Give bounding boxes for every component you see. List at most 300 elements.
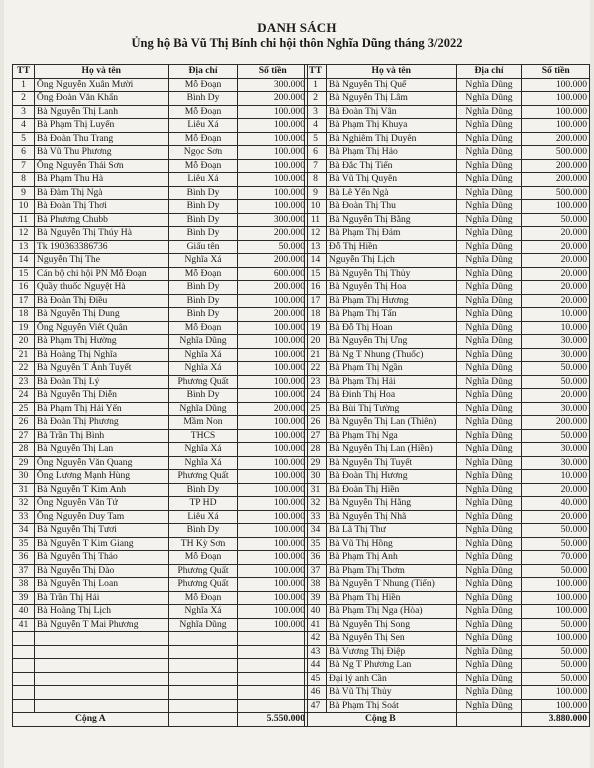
row-number: 36: [305, 551, 327, 565]
donor-address: Mỗ Đoạn: [168, 551, 238, 565]
table-row: [13, 78, 308, 92]
table-row: [13, 92, 308, 106]
donation-amount: 100.000: [522, 632, 590, 646]
donation-amount: 30.000: [522, 335, 590, 349]
donation-amount: 100.000: [238, 470, 308, 484]
donor-address: Nghĩa Dũng: [456, 591, 522, 605]
row-number: 26: [305, 416, 327, 430]
donation-amount: 50.000: [522, 564, 590, 578]
donation-amount: 50.000: [522, 524, 590, 538]
donor-address: Nghĩa Dũng: [456, 186, 522, 200]
donor-name: Bà Đoàn Thị Vân: [326, 105, 456, 119]
donation-amount: [238, 659, 308, 673]
row-number: [13, 672, 35, 686]
donation-amount: 10.000: [522, 470, 590, 484]
row-number: 17: [305, 294, 327, 308]
donor-address: Phương Quất: [168, 564, 238, 578]
donor-address: Nghĩa Dũng: [168, 335, 238, 349]
donation-amount: 20.000: [522, 483, 590, 497]
table-row: [13, 146, 308, 160]
donor-address: Bình Dy: [168, 200, 238, 214]
row-number: 20: [13, 335, 35, 349]
donation-amount: 10.000: [522, 321, 590, 335]
donation-amount: 100.000: [238, 578, 308, 592]
donation-amount: 30.000: [522, 348, 590, 362]
table-row: [305, 591, 590, 605]
donor-name: Bà Nguyễn Thị Song: [326, 618, 456, 632]
row-number: 28: [13, 443, 35, 457]
table-row: [13, 159, 308, 173]
row-number: 42: [305, 632, 327, 646]
table-row: [305, 456, 590, 470]
donor-name: Bà Nguyễn Thị Hoa: [326, 281, 456, 295]
row-number: 16: [13, 281, 35, 295]
donation-amount: 30.000: [522, 402, 590, 416]
table-row: [305, 267, 590, 281]
donor-address: Mỗ Đoạn: [168, 321, 238, 335]
donation-amount: 100.000: [522, 92, 590, 106]
donor-address: Nghĩa Dũng: [456, 119, 522, 133]
table-row: [13, 362, 308, 376]
donor-name: Ông Nguyễn Văn Tứ: [34, 497, 168, 511]
row-number: [13, 686, 35, 700]
donor-name: Bà Nguyễn Thị Quế: [326, 78, 456, 92]
table-row: [305, 632, 590, 646]
donor-address: [168, 659, 238, 673]
donor-name: Bà Lã Thị Thư: [326, 524, 456, 538]
table-header-row: [13, 65, 308, 79]
table-row: [13, 375, 308, 389]
table-row: [305, 308, 590, 322]
donor-name: Bà Phạm Thị Hiền: [326, 591, 456, 605]
table-row: [13, 186, 308, 200]
table-row: [305, 173, 590, 187]
donor-address: Nghĩa Dũng: [456, 456, 522, 470]
donor-name: Nguyễn Thị The: [34, 254, 168, 268]
row-number: 6: [305, 146, 327, 160]
row-number: [13, 632, 35, 646]
row-number: [13, 659, 35, 673]
row-number: 4: [305, 119, 327, 133]
donor-name: Ông Đoàn Văn Khẩn: [34, 92, 168, 106]
donor-address: Nghĩa Xá: [168, 254, 238, 268]
donor-name: Bà Nguyễn T Nhung (Tiến): [326, 578, 456, 592]
table-row: [13, 227, 308, 241]
row-number: 34: [13, 524, 35, 538]
donation-amount: 100.000: [238, 537, 308, 551]
donor-address: Nghĩa Dũng: [456, 483, 522, 497]
table-row: [13, 578, 308, 592]
donation-amount: 100.000: [238, 146, 308, 160]
donor-name: Bà Đoàn Thị Hiền: [326, 483, 456, 497]
donor-name: Bà Phạm Thị Thơm: [326, 564, 456, 578]
donation-amount: 100.000: [238, 564, 308, 578]
table-row: [305, 105, 590, 119]
row-number: 27: [13, 429, 35, 443]
col-header-amount: Số tiền: [238, 65, 308, 79]
donor-name: Bà Nguyễn Thị Dung: [34, 308, 168, 322]
table-row: [305, 483, 590, 497]
donor-address: Phương Quất: [168, 470, 238, 484]
row-number: 7: [305, 159, 327, 173]
row-number: 15: [13, 267, 35, 281]
donor-name: Bà Nguyễn Thị Thúy Hà: [34, 227, 168, 241]
table-row: [305, 240, 590, 254]
table-row: [13, 416, 308, 430]
table-row: [13, 564, 308, 578]
donation-amount: 100.000: [238, 159, 308, 173]
donor-name: Bà Nguyễn Thị Bằng: [326, 213, 456, 227]
row-number: 35: [13, 537, 35, 551]
donor-address: Nghĩa Dũng: [456, 335, 522, 349]
donor-name: Bà Vũ Thị Hồng: [326, 537, 456, 551]
table-row: [305, 402, 590, 416]
row-number: 40: [13, 605, 35, 619]
donor-address: Nghĩa Dũng: [456, 348, 522, 362]
donor-name: Bà Phạm Thị Soát: [326, 699, 456, 713]
donor-name: Đỗ Thị Hiền: [326, 240, 456, 254]
donor-address: Nghĩa Dũng: [456, 497, 522, 511]
donation-amount: 200.000: [238, 308, 308, 322]
donation-amount: 50.000: [522, 537, 590, 551]
donor-name: Bà Nguyễn Thị Tuyết: [326, 456, 456, 470]
donation-amount: 50.000: [522, 429, 590, 443]
table-row: [13, 429, 308, 443]
col-header-name: Họ và tên: [34, 65, 168, 79]
table-row: [305, 443, 590, 457]
table-row: [305, 132, 590, 146]
donation-amount: 100.000: [522, 591, 590, 605]
table-row: [305, 200, 590, 214]
table-row: [13, 456, 308, 470]
donor-address: Nghĩa Dũng: [456, 200, 522, 214]
row-number: 39: [13, 591, 35, 605]
table-row: [13, 348, 308, 362]
donor-name: Ông Nguyễn Duy Tam: [34, 510, 168, 524]
table-row: [305, 551, 590, 565]
donation-amount: 50.000: [522, 618, 590, 632]
donor-address: Nghĩa Dũng: [456, 645, 522, 659]
donor-address: Nghĩa Xá: [168, 362, 238, 376]
row-number: 37: [305, 564, 327, 578]
donor-address: Bình Dy: [168, 524, 238, 538]
row-number: 8: [305, 173, 327, 187]
donor-name: Bà Đoàn Thu Trang: [34, 132, 168, 146]
donation-amount: 100.000: [522, 686, 590, 700]
table-row: [13, 483, 308, 497]
donor-name: Bà Đinh Thị Hoa: [326, 389, 456, 403]
donor-name: Bà Nguyễn Thị Lâm: [326, 92, 456, 106]
donation-amount: 20.000: [522, 389, 590, 403]
donor-address: Nghĩa Dũng: [168, 402, 238, 416]
row-number: 47: [305, 699, 327, 713]
donor-address: Bình Dy: [168, 227, 238, 241]
donor-address: Nghĩa Dũng: [456, 402, 522, 416]
donation-amount: 100.000: [238, 119, 308, 133]
donation-amount: 30.000: [522, 456, 590, 470]
row-number: 2: [13, 92, 35, 106]
table-row: [305, 537, 590, 551]
row-number: 18: [13, 308, 35, 322]
row-number: 17: [13, 294, 35, 308]
donor-address: Nghĩa Dũng: [456, 321, 522, 335]
donor-name: [34, 672, 168, 686]
donor-name: Bà Nguyễn T Kim Anh: [34, 483, 168, 497]
donor-name: Bà Đàm Thị Ngà: [34, 186, 168, 200]
donor-name: Bà Vũ Thu Phương: [34, 146, 168, 160]
donor-name: Bà Đoàn Thị Thu: [326, 200, 456, 214]
table-row: [305, 470, 590, 484]
donation-amount: 50.000: [522, 645, 590, 659]
donation-amount: 100.000: [522, 105, 590, 119]
donation-amount: 50.000: [238, 240, 308, 254]
donation-amount: 100.000: [238, 105, 308, 119]
table-row: [13, 132, 308, 146]
donor-address: Mầm Non: [168, 416, 238, 430]
donor-name: [34, 645, 168, 659]
donation-amount: 200.000: [238, 92, 308, 106]
row-number: 5: [13, 132, 35, 146]
table-row: [13, 321, 308, 335]
donor-address: Nghĩa Dũng: [456, 699, 522, 713]
table-row: [13, 213, 308, 227]
row-number: 19: [13, 321, 35, 335]
col-header-address: Địa chỉ: [456, 65, 522, 79]
row-number: 9: [305, 186, 327, 200]
table-row: [13, 470, 308, 484]
donor-name: [34, 632, 168, 646]
row-number: 11: [305, 213, 327, 227]
row-number: 1: [13, 78, 35, 92]
donation-amount: 50.000: [522, 659, 590, 673]
row-number: 38: [305, 578, 327, 592]
donor-name: Bà Bùi Thị Tường: [326, 402, 456, 416]
row-number: 33: [305, 510, 327, 524]
total-row: [13, 713, 308, 727]
row-number: 41: [13, 618, 35, 632]
row-number: [13, 645, 35, 659]
donation-amount: 200.000: [238, 227, 308, 241]
row-number: 23: [305, 375, 327, 389]
donor-address: Nghĩa Dũng: [456, 618, 522, 632]
donation-amount: 20.000: [522, 267, 590, 281]
donor-address: [168, 632, 238, 646]
donor-name: Bà Lê Yến Ngà: [326, 186, 456, 200]
donation-amount: 50.000: [522, 213, 590, 227]
total-amount: 3.880.000: [522, 713, 590, 727]
row-number: [13, 699, 35, 713]
donor-name: Bà Nguyễn Thị Tươi: [34, 524, 168, 538]
donation-amount: 100.000: [238, 524, 308, 538]
donation-amount: [238, 645, 308, 659]
table-row: [305, 281, 590, 295]
donor-address: Liêu Xá: [168, 173, 238, 187]
donor-name: Bà Nguyễn T Ánh Tuyết: [34, 362, 168, 376]
table-row: [13, 443, 308, 457]
donor-address: Nghĩa Dũng: [456, 227, 522, 241]
donor-address: Nghĩa Dũng: [456, 672, 522, 686]
donation-amount: 200.000: [522, 159, 590, 173]
row-number: 3: [13, 105, 35, 119]
total-empty-cell: [168, 713, 238, 727]
donation-amount: 600.000: [238, 267, 308, 281]
table-row: [13, 510, 308, 524]
total-label: Cộng A: [13, 713, 169, 727]
table-row: [13, 591, 308, 605]
table-row: [13, 281, 308, 295]
donor-name: Bà Đoàn Thị Phương: [34, 416, 168, 430]
table-row: [13, 294, 308, 308]
row-number: 41: [305, 618, 327, 632]
donor-address: Nghĩa Dũng: [456, 443, 522, 457]
donor-address: THCS: [168, 429, 238, 443]
donor-address: TH Kỳ Sơn: [168, 537, 238, 551]
table-row: [305, 375, 590, 389]
donation-amount: 20.000: [522, 294, 590, 308]
donation-amount: 500.000: [522, 186, 590, 200]
row-number: 1: [305, 78, 327, 92]
table-row: [13, 389, 308, 403]
donor-name: Ông Nguyễn Xuân Mười: [34, 78, 168, 92]
table-row: [13, 200, 308, 214]
donor-name: Bà Đỗ Thị Hoan: [326, 321, 456, 335]
donation-amount: 100.000: [238, 335, 308, 349]
table-row: [305, 254, 590, 268]
donor-name: Ông Nguyễn Thái Sơn: [34, 159, 168, 173]
donor-table-b: [304, 64, 590, 727]
donation-amount: 100.000: [238, 375, 308, 389]
donor-address: Nghĩa Dũng: [456, 132, 522, 146]
donor-address: Nghĩa Dũng: [456, 92, 522, 106]
col-header-tt: TT: [13, 65, 35, 79]
donor-name: Ông Nguyễn Viết Quân: [34, 321, 168, 335]
row-number: 43: [305, 645, 327, 659]
donor-address: [168, 686, 238, 700]
donor-name: Bà Nguyễn T Kim Giang: [34, 537, 168, 551]
table-row: [305, 416, 590, 430]
table-row: [305, 362, 590, 376]
donor-name: [34, 686, 168, 700]
donor-name: Bà Vũ Thị Thủy: [326, 686, 456, 700]
table-row: [305, 686, 590, 700]
row-number: 40: [305, 605, 327, 619]
row-number: 33: [13, 510, 35, 524]
donation-amount: 100.000: [238, 443, 308, 457]
donation-amount: [238, 699, 308, 713]
donor-name: Đại lý anh Cần: [326, 672, 456, 686]
donor-name: Bà Phạm Thị Luyến: [34, 119, 168, 133]
donation-amount: 200.000: [522, 132, 590, 146]
donor-name: Bà Ng T Nhung (Thuốc): [326, 348, 456, 362]
total-row: [305, 713, 590, 727]
table-row: [13, 267, 308, 281]
donation-amount: 100.000: [238, 200, 308, 214]
donor-name: Bà Phạm Thị Hường: [34, 335, 168, 349]
table-row: [305, 659, 590, 673]
donor-name: Bà Nguyễn Thị Dào: [34, 564, 168, 578]
donation-amount: 100.000: [238, 456, 308, 470]
row-number: 6: [13, 146, 35, 160]
table-row: [305, 510, 590, 524]
donor-address: Bình Dy: [168, 281, 238, 295]
row-number: 11: [13, 213, 35, 227]
total-amount: 5.550.000: [238, 713, 308, 727]
table-row: [305, 348, 590, 362]
donor-address: Nghĩa Dũng: [456, 632, 522, 646]
donor-name: Bà Phạm Thị Tấn: [326, 308, 456, 322]
donation-amount: 50.000: [522, 672, 590, 686]
donor-address: Nghĩa Dũng: [456, 267, 522, 281]
donor-address: Phương Quất: [168, 375, 238, 389]
donor-address: Nghĩa Dũng: [456, 578, 522, 592]
table-row: [305, 159, 590, 173]
table-row: [305, 524, 590, 538]
row-number: 20: [305, 335, 327, 349]
donor-name: Tk 190363386736: [34, 240, 168, 254]
donation-amount: 100.000: [238, 591, 308, 605]
donation-amount: 200.000: [522, 173, 590, 187]
donation-amount: 100.000: [238, 510, 308, 524]
donation-amount: 20.000: [522, 510, 590, 524]
table-row: [13, 645, 308, 659]
donor-name: Bà Nguyễn Thị Lan: [34, 443, 168, 457]
donor-address: Bình Dy: [168, 483, 238, 497]
donor-address: Nghĩa Dũng: [456, 416, 522, 430]
donor-name: Bà Nguyễn Thị Nhã: [326, 510, 456, 524]
donor-address: Nghĩa Dũng: [456, 240, 522, 254]
row-number: 29: [305, 456, 327, 470]
donation-amount: 100.000: [238, 429, 308, 443]
donor-address: Mỗ Đoạn: [168, 159, 238, 173]
donor-name: Bà Đắc Thị Tiến: [326, 159, 456, 173]
donor-address: Ngọc Sơn: [168, 146, 238, 160]
donor-address: Nghĩa Dũng: [456, 105, 522, 119]
donor-name: Bà Phạm Thị Nga (Hòa): [326, 605, 456, 619]
donation-amount: 100.000: [522, 78, 590, 92]
row-number: 26: [13, 416, 35, 430]
donor-name: Bà Phạm Thị Nga: [326, 429, 456, 443]
donor-address: Nghĩa Dũng: [456, 78, 522, 92]
donation-amount: 40.000: [522, 497, 590, 511]
donation-amount: 100.000: [238, 551, 308, 565]
row-number: 2: [305, 92, 327, 106]
row-number: 24: [305, 389, 327, 403]
donor-address: Nghĩa Dũng: [168, 618, 238, 632]
donor-name: Bà Nguyễn Thị Hằng: [326, 497, 456, 511]
row-number: 34: [305, 524, 327, 538]
donation-amount: 100.000: [238, 173, 308, 187]
donor-name: Ông Nguyễn Văn Quang: [34, 456, 168, 470]
row-number: 4: [13, 119, 35, 133]
donor-address: Nghĩa Dũng: [456, 659, 522, 673]
donor-address: [168, 645, 238, 659]
donor-name: Bà Trần Thị Hải: [34, 591, 168, 605]
donor-address: Nghĩa Dũng: [456, 146, 522, 160]
donation-amount: 200.000: [238, 402, 308, 416]
donation-amount: 100.000: [238, 497, 308, 511]
table-row: [13, 537, 308, 551]
table-row: [305, 699, 590, 713]
table-row: [13, 119, 308, 133]
donor-name: Bà Phạm Thị Anh: [326, 551, 456, 565]
donor-name: Bà Đoàn Thị Lý: [34, 375, 168, 389]
donation-amount: 100.000: [238, 321, 308, 335]
donor-name: Bà Nguyễn Thị Loan: [34, 578, 168, 592]
table-row: [305, 429, 590, 443]
table-row: [305, 227, 590, 241]
total-label: Cộng B: [305, 713, 457, 727]
row-number: 13: [13, 240, 35, 254]
